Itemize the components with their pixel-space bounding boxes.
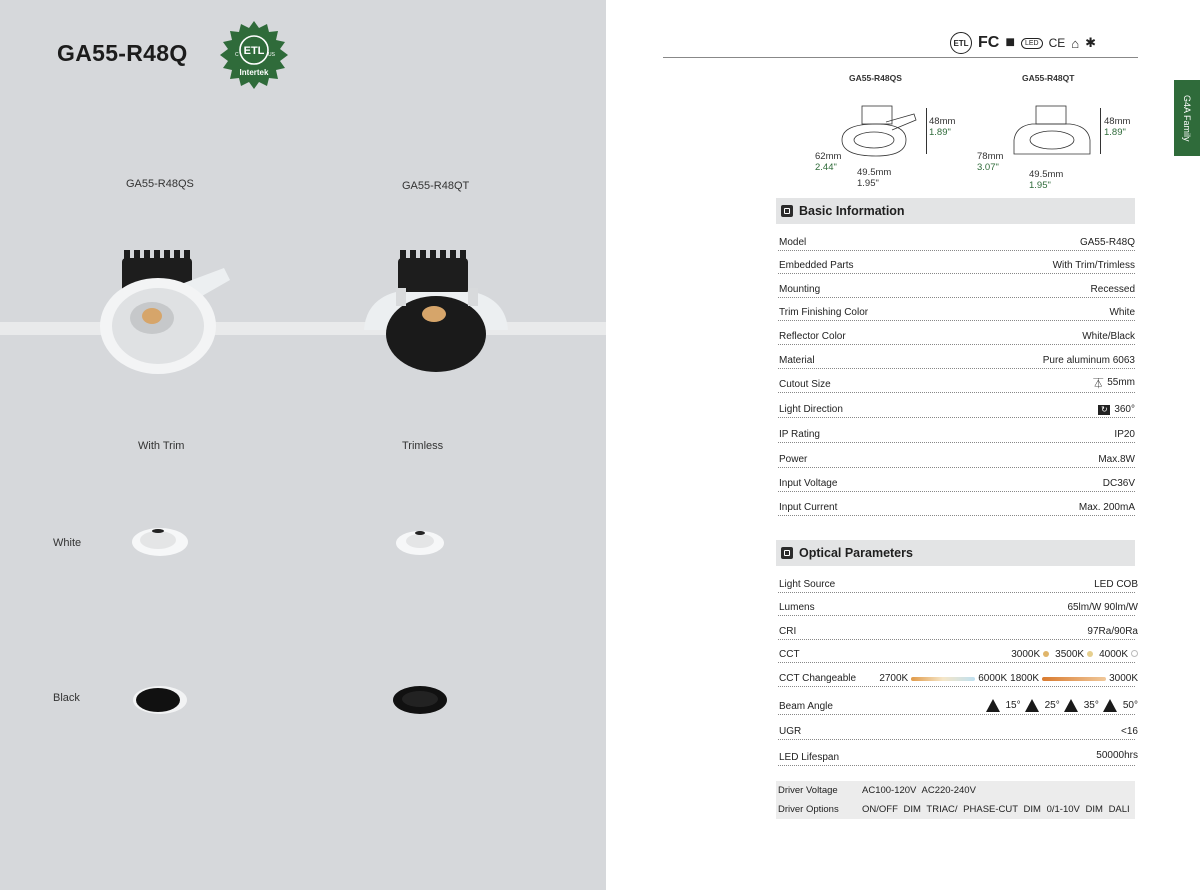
- no-insulation-icon: ✱: [1085, 35, 1097, 50]
- spec-row: Beam Angle 15° 25° 35° 50°: [778, 690, 1135, 715]
- qt-width: 78mm 3.07": [977, 151, 1004, 173]
- spec-row: Light Source LED COB: [778, 570, 1135, 593]
- badge-c: C: [235, 52, 239, 58]
- spec-row: Mounting Recessed: [778, 275, 1135, 298]
- badge-main: ETL: [243, 45, 265, 57]
- trimless-photo: [356, 242, 516, 382]
- optical-header: [776, 540, 1135, 566]
- spec-row: Reflector Color White/Black: [778, 322, 1135, 345]
- model-label-qs: GA55-R48QS: [126, 178, 194, 190]
- qs-cutout: 49.5mm 1.95": [857, 167, 892, 189]
- spec-row: Model GA55-R48Q: [778, 228, 1135, 251]
- with-trim-photo: [96, 246, 236, 376]
- qs-height: 48mm 1.89": [929, 116, 956, 138]
- ce-cert-icon: CE: [1048, 36, 1066, 50]
- white-with-trim-thumb: [130, 526, 190, 558]
- driver-options-row: Driver Options ON/OFF DIM TRIAC/ PHASE-CUT DIM 0/1-10V DIM DALI: [776, 800, 1135, 819]
- dim-to-warm-bar: [1042, 677, 1106, 681]
- drawing-qs: [836, 100, 920, 162]
- spec-row: Cutout Size ⏄ 55mm: [778, 370, 1135, 393]
- rotation-icon: ↻: [1098, 405, 1110, 415]
- spec-row: Power Max.8W: [778, 445, 1135, 468]
- spec-row: Input Current Max. 200mA: [778, 493, 1135, 516]
- chip-icon: [781, 205, 793, 217]
- beam-icon: [1064, 699, 1078, 712]
- beam-icon: [1025, 699, 1039, 712]
- spec-row: Input Voltage DC36V: [778, 469, 1135, 492]
- qt-height: 48mm 1.89": [1104, 116, 1131, 138]
- optical-title: Optical Parameters: [799, 546, 913, 560]
- beam-icon: [986, 699, 1000, 712]
- spec-row: Lumens 65lm/W 90lm/W: [778, 593, 1135, 616]
- led-cert-icon: LED: [1021, 38, 1043, 49]
- driver-voltage-row: Driver Voltage AC100-120V AC220-240V: [776, 781, 1135, 800]
- product-title: GA55-R48Q: [57, 40, 188, 66]
- white-row-label: White: [53, 537, 82, 549]
- badge-us: US: [268, 52, 275, 58]
- black-row-label: Black: [53, 692, 80, 704]
- drawing-qt-title: GA55-R48QT: [1022, 73, 1075, 83]
- qs-height-line: [926, 108, 927, 154]
- white-trimless-thumb: [394, 528, 446, 558]
- dimmable-icon: ■: [1005, 34, 1015, 51]
- beam-icon: [1103, 699, 1117, 712]
- trimless-label: Trimless: [402, 440, 444, 452]
- header-rule: [663, 57, 1138, 58]
- fc-cert-icon: FC: [978, 34, 1000, 51]
- spec-row: Light Direction ↻ 360°: [778, 395, 1135, 418]
- cct-3500: 3500K: [1055, 649, 1093, 660]
- qt-cutout: 49.5mm 1.95": [1029, 169, 1064, 191]
- black-trimless-thumb: [390, 684, 450, 716]
- drawing-qs-title: GA55-R48QS: [849, 73, 902, 83]
- sun-icon: [781, 547, 793, 559]
- indoor-icon: ⌂: [1071, 35, 1080, 51]
- model-label-qt: GA55-R48QT: [402, 180, 470, 192]
- spec-row: LED Lifespan 50000hrs: [778, 743, 1135, 766]
- spec-row: CCT 3000K 3500K 4000K: [778, 640, 1135, 663]
- drawing-qt: [1010, 100, 1094, 162]
- cct-3000: 3000K: [1011, 649, 1049, 660]
- spec-row: Material Pure aluminum 6063: [778, 346, 1135, 369]
- spec-row: Trim Finishing Color White: [778, 298, 1135, 321]
- spec-row: CCT Changeable 2700K 6000K 1800K 3000K: [778, 664, 1135, 687]
- spec-row: Embedded Parts With Trim/Trimless: [778, 251, 1135, 274]
- cct-gradient-bar: [911, 677, 975, 681]
- with-trim-label: With Trim: [138, 440, 185, 452]
- cct-4000: 4000K: [1099, 649, 1138, 660]
- certification-icons: [950, 32, 1096, 54]
- spec-row: CRI 97Ra/90Ra: [778, 617, 1135, 640]
- qt-height-line: [1100, 108, 1101, 154]
- badge-intertek: Intertek: [239, 68, 269, 77]
- qs-width: 62mm 2.44": [815, 151, 842, 173]
- cutout-icon: ⏄: [1093, 379, 1104, 390]
- spec-row: UGR <16: [778, 717, 1135, 740]
- basic-info-title: Basic Information: [799, 204, 905, 218]
- etl-badge-icon: [218, 20, 290, 90]
- black-with-trim-thumb: [130, 684, 190, 716]
- basic-info-header: [776, 198, 1135, 224]
- family-tab[interactable]: G4A Family: [1174, 80, 1200, 156]
- etl-cert-icon: ETL: [950, 32, 972, 54]
- spec-row: IP Rating IP20: [778, 420, 1135, 443]
